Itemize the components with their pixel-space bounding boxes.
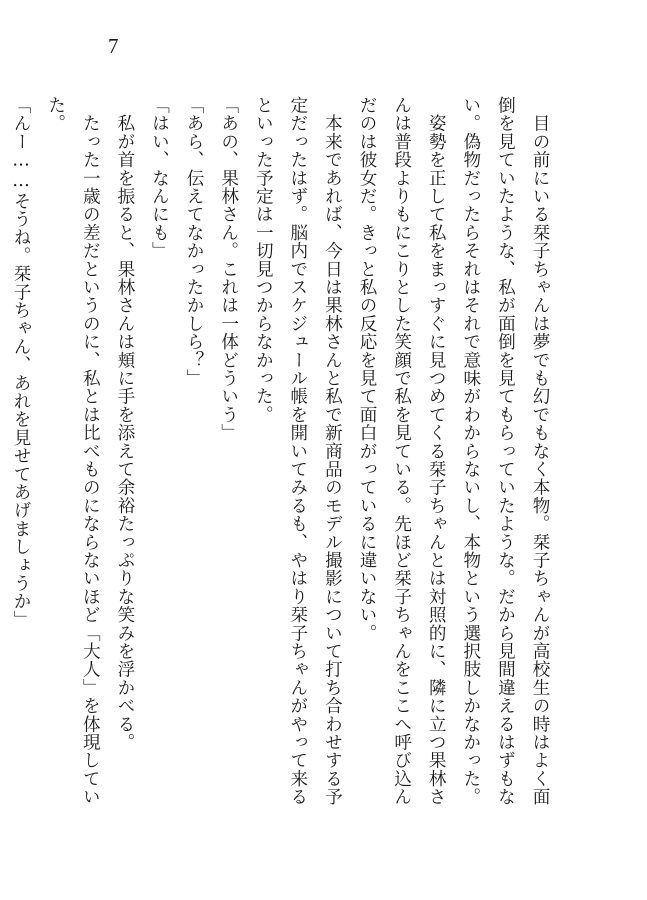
page-number: 7 bbox=[108, 34, 119, 58]
text-line: い。偽物だったらそれはそれで意味がわからないし、本物という選択肢しかなかった。 bbox=[460, 96, 481, 806]
text-line: 姿勢を正して私をまっすぐに見つめてくる栞子ちゃんとは対照的に、隣に立つ果林さ bbox=[426, 96, 447, 806]
text-line: 倒を見ていたような、私が面倒を見てもらっていたような。だから見間違えるはずもな bbox=[495, 96, 516, 806]
text-line: た。 bbox=[45, 96, 66, 133]
text-line: だのは彼女だ。きっと私の反応を見て面白がっているに違いない。 bbox=[357, 96, 378, 642]
text-line: 本来であれば、今日は果林さんと私で新商品のモデル撮影について打ち合わせする予 bbox=[322, 96, 343, 806]
text-line: 「んー……そうね。栞子ちゃん、あれを見せてあげましょうか」 bbox=[11, 96, 32, 629]
text-line: 「はい、なんにも」 bbox=[149, 96, 170, 260]
text-line: 定だったはず。脳内でスケジュール帳を開いてみるも、やはり栞子ちゃんがやって来る bbox=[287, 96, 308, 806]
vertical-text-body bbox=[4, 96, 558, 856]
text-line: 目の前にいる栞子ちゃんは夢でも幻でもなく本物。栞子ちゃんが高校生の時はよく面 bbox=[530, 96, 550, 806]
text-line: 「あら、伝えてなかったかしら？」 bbox=[184, 96, 205, 388]
text-line: んは普段よりもにこりとした笑顔で私を見ている。先ほど栞子ちゃんをここへ呼び込ん bbox=[391, 96, 412, 806]
text-line: たった一歳の差だというのに、私とは比べものにならないほど「大人」を体現してい bbox=[80, 96, 101, 806]
text-line: 「あの、果林さん。これは一体どういう」 bbox=[218, 96, 239, 442]
text-line: 私が首を振ると、果林さんは頬に手を添えて余裕たっぷりな笑みを浮かべる。 bbox=[114, 96, 135, 752]
text-line: といった予定は一切見つからなかった。 bbox=[253, 96, 274, 424]
